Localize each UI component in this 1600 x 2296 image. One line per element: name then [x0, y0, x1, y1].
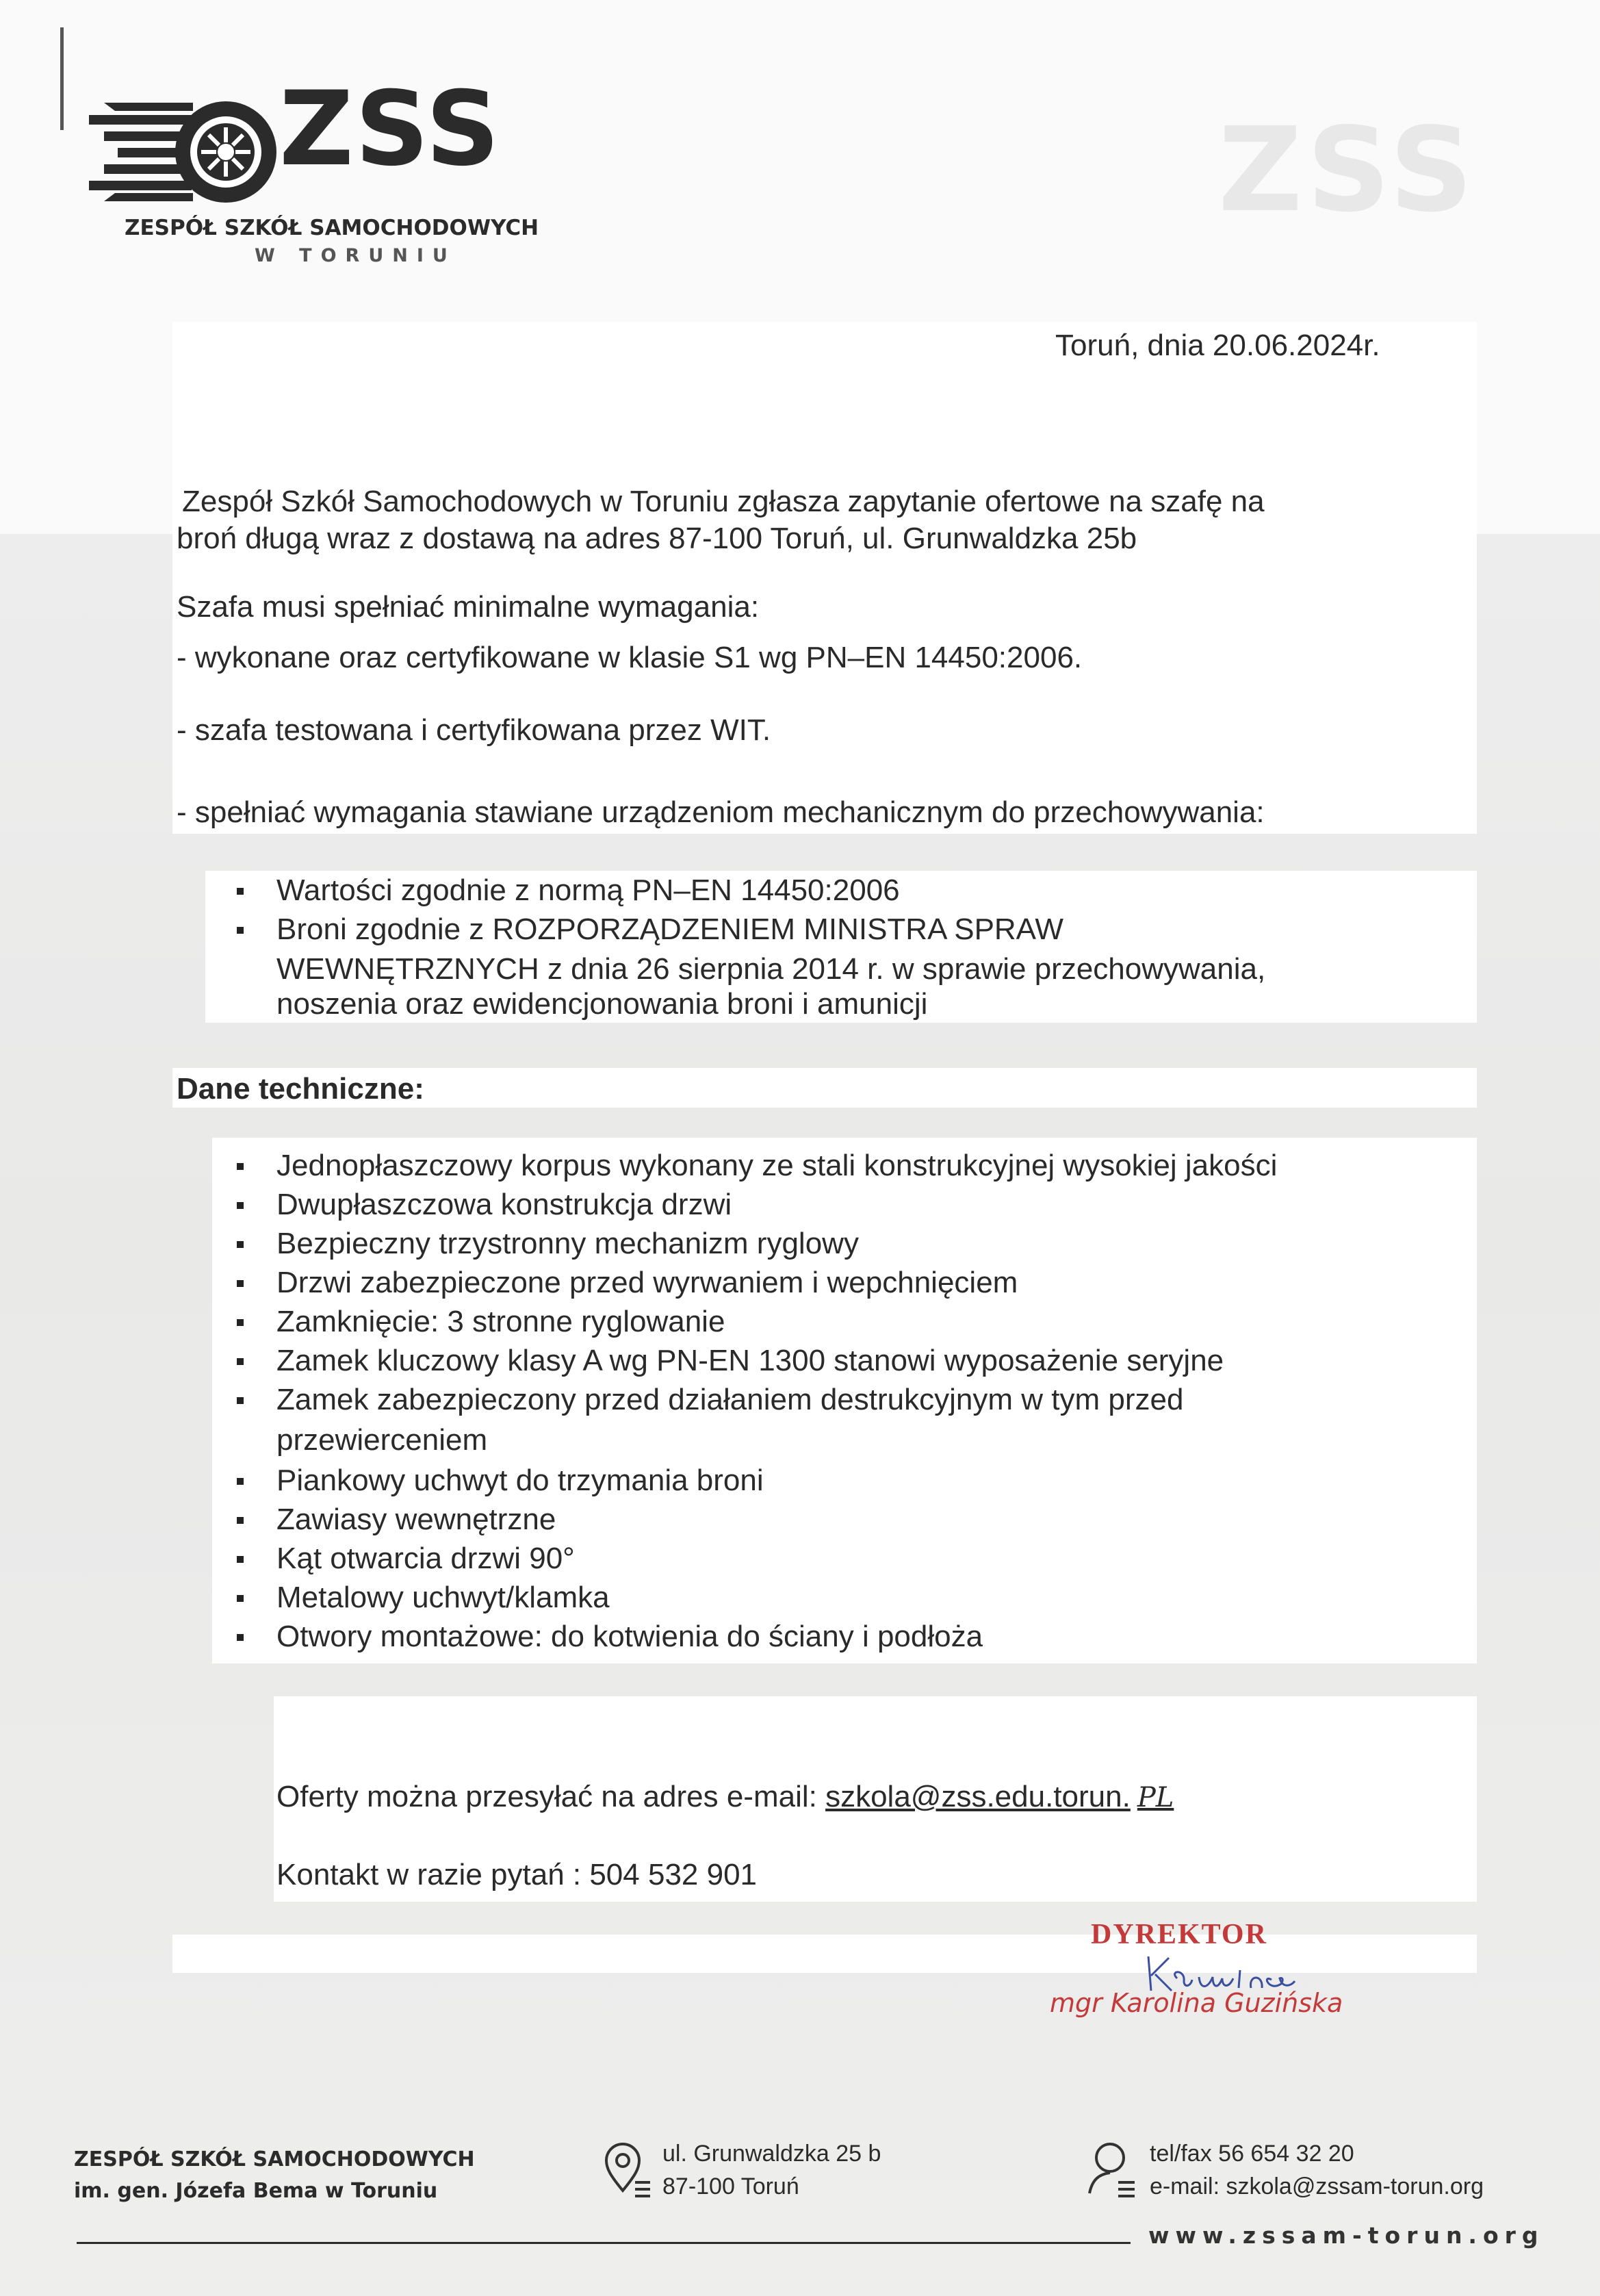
list-item: Zamek zabezpieczony przed działaniem destrukcyjnym w tym przed [220, 1380, 1277, 1419]
footer-address-line1: ul. Grunwaldzka 25 b [662, 2141, 881, 2167]
contact-person-icon [1085, 2140, 1139, 2202]
footer-email[interactable]: e-mail: szkola@zssam-torun.org [1150, 2173, 1484, 2199]
footer-contact [1150, 2137, 1484, 2203]
tech-item-continuation: przewierceniem [276, 1423, 488, 1457]
list-item: Zamknięcie: 3 stronne ryglowanie [220, 1302, 1277, 1341]
list-item: Drzwi zabezpieczone przed wyrwaniem i wepchnięciem [220, 1263, 1277, 1302]
tech-heading: Dane techniczne: [177, 1072, 424, 1106]
wheel-logo-icon [77, 89, 282, 212]
requirements-heading: Szafa musi spełniać minimalne wymagania: [177, 590, 760, 624]
location-pin-icon [604, 2141, 654, 2203]
offers-prefix: Oferty można przesyłać na adres e-mail: [276, 1780, 826, 1813]
logo-subtitle: ZESPÓŁ SZKÓŁ SAMOCHODOWYCH [125, 216, 539, 240]
footer-address-line2: 87-100 Toruń [662, 2173, 799, 2199]
footer-divider [77, 2242, 1131, 2244]
stamp-name: mgr Karolina Guzińska [1050, 1988, 1343, 2018]
list-item: Dwupłaszczowa konstrukcja drzwi [220, 1185, 1277, 1224]
offers-line [276, 1778, 1174, 1816]
logo-wordmark: ZSS [279, 70, 502, 189]
requirement-2: - szafa testowana i certyfikowana przez WIT. [177, 713, 771, 747]
intro-line-1: Zespół Szkół Samochodowych w Toruniu zgłasza zapytanie ofertowe na szafę na [182, 485, 1265, 518]
footer-address [662, 2137, 881, 2203]
list-item: Piankowy uchwyt do trzymania broni [220, 1461, 983, 1500]
scan-edge-mark [60, 27, 64, 130]
list-item: Broni zgodnie z ROZPORZĄDZENIEM MINISTRA SPRAW [220, 910, 1063, 949]
list-item: Zawiasy wewnętrzne [220, 1500, 983, 1539]
list-item: Bezpieczny trzystronny mechanizm ryglowy [220, 1224, 1277, 1263]
list-item: Zamek kluczowy klasy A wg PN-EN 1300 stanowi wyposażenie seryjne [220, 1341, 1277, 1380]
school-logo [77, 70, 539, 266]
footer-school-line2: im. gen. Józefa Bema w Toruniu [74, 2179, 438, 2203]
list-item: Metalowy uchwyt/klamka [220, 1578, 983, 1617]
contact-line: Kontakt w razie pytań : 504 532 901 [276, 1858, 758, 1891]
bullet-continuation: noszenia oraz ewidencjonowania broni i amunicji [276, 987, 928, 1021]
paste-block-intro [172, 322, 1477, 834]
bleed-through-logo: ZSS [1218, 103, 1478, 238]
intro-line-2: broń długą wraz z dostawą na adres 87-100 Toruń, ul. Grunwaldzka 25b [177, 522, 1137, 555]
offers-email-handwritten: PL [1137, 1782, 1174, 1813]
tech-list [220, 1146, 1277, 1419]
requirement-1: - wykonane oraz certyfikowane w klasie S1 wg PN–EN 14450:2006. [177, 641, 1083, 674]
list-item: Kąt otwarcia drzwi 90° [220, 1539, 983, 1578]
footer-phone: tel/fax 56 654 32 20 [1150, 2141, 1354, 2167]
list-item: Jednopłaszczowy korpus wykonany ze stali konstrukcyjnej wysokiej jakości [220, 1146, 1277, 1185]
footer-school [74, 2144, 475, 2207]
footer-school-line1: ZESPÓŁ SZKÓŁ SAMOCHODOWYCH [74, 2147, 475, 2171]
footer-website-link[interactable]: www.zssam-torun.org [1148, 2222, 1545, 2249]
logo-city: W TORUNIU [255, 245, 456, 266]
requirement-3: - spełniać wymagania stawiane urządzeniom mechanicznym do przechowywania: [177, 795, 1265, 829]
list-item: Wartości zgodnie z normą PN–EN 14450:2006 [220, 871, 1063, 910]
letter-date: Toruń, dnia 20.06.2024r. [1055, 329, 1380, 362]
requirement-bullets [220, 871, 1063, 949]
list-item: Otwory montażowe: do kotwienia do ściany i podłoża [220, 1617, 983, 1656]
bullet-continuation: WEWNĘTRZNYCH z dnia 26 sierpnia 2014 r. w sprawie przechowywania, [276, 952, 1266, 986]
stamp-title: DYREKTOR [1091, 1919, 1267, 1950]
offers-email-link[interactable]: szkola@zss.edu.torun. [825, 1780, 1131, 1813]
tech-list-2 [220, 1461, 983, 1656]
